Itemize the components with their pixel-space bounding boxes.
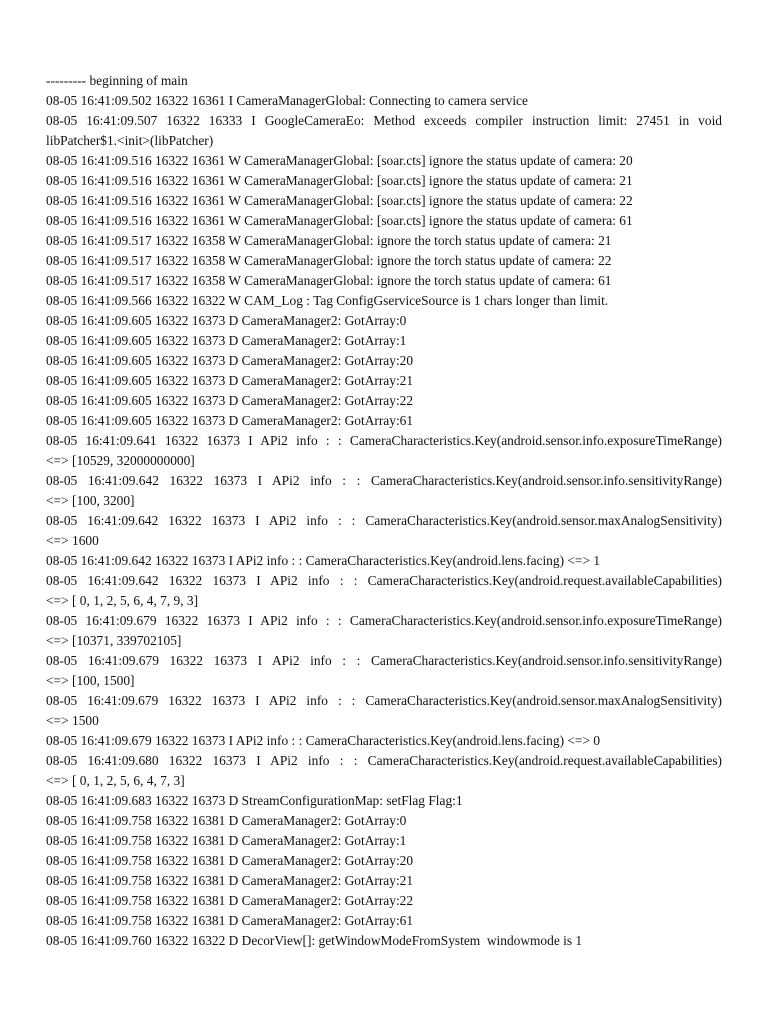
log-line: <=> [ 0, 1, 2, 5, 6, 4, 7, 3] [46,773,185,788]
log-line: 08-05 16:41:09.758 16322 16381 D CameraManager2: GotArray:20 [46,853,414,868]
log-line: 08-05 16:41:09.507 16322 16333 I GoogleCameraEo: Method exceeds compiler instruction limit: 27451 in void [46,113,722,128]
log-line: 08-05 16:41:09.605 16322 16373 D CameraManager2: GotArray:0 [46,313,407,328]
log-line: 08-05 16:41:09.517 16322 16358 W CameraManagerGlobal: ignore the torch status update of camera: 22 [46,253,612,268]
log-line: 08-05 16:41:09.760 16322 16322 D DecorView[]: getWindowModeFromSystem windowmode is 1 [46,933,583,948]
log-line: 08-05 16:41:09.566 16322 16322 W CAM_Log : Tag ConfigGserviceSource is 1 chars longer than limit. [46,293,609,308]
log-line: 08-05 16:41:09.642 16322 16373 I APi2 info : : CameraCharacteristics.Key(android.sensor.maxAnalogSensitivity) [46,513,722,528]
log-line: 08-05 16:41:09.516 16322 16361 W CameraManagerGlobal: [soar.cts] ignore the status update of camera: 21 [46,173,633,188]
log-line: 08-05 16:41:09.642 16322 16373 I APi2 info : : CameraCharacteristics.Key(android.sensor.info.sensitivityRange) [46,473,722,488]
log-line: 08-05 16:41:09.641 16322 16373 I APi2 info : : CameraCharacteristics.Key(android.sensor.info.exposureTimeRange) [46,433,722,448]
log-line: 08-05 16:41:09.516 16322 16361 W CameraManagerGlobal: [soar.cts] ignore the status update of camera: 22 [46,193,633,208]
log-line: <=> 1500 [46,713,99,728]
log-line: 08-05 16:41:09.758 16322 16381 D CameraManager2: GotArray:22 [46,893,414,908]
log-line: 08-05 16:41:09.605 16322 16373 D CameraManager2: GotArray:1 [46,333,407,348]
log-line: 08-05 16:41:09.758 16322 16381 D CameraManager2: GotArray:61 [46,913,414,928]
log-line: 08-05 16:41:09.516 16322 16361 W CameraManagerGlobal: [soar.cts] ignore the status update of camera: 20 [46,153,633,168]
log-line: 08-05 16:41:09.642 16322 16373 I APi2 info : : CameraCharacteristics.Key(android.request.availableCapabilities) [46,573,722,588]
log-line: 08-05 16:41:09.517 16322 16358 W CameraManagerGlobal: ignore the torch status update of camera: 21 [46,233,612,248]
log-line: 08-05 16:41:09.517 16322 16358 W CameraManagerGlobal: ignore the torch status update of camera: 61 [46,273,612,288]
log-line: <=> [100, 3200] [46,493,135,508]
log-document [46,71,722,951]
log-line: 08-05 16:41:09.642 16322 16373 I APi2 info : : CameraCharacteristics.Key(android.lens.facing) <=> 1 [46,553,601,568]
log-line: 08-05 16:41:09.758 16322 16381 D CameraManager2: GotArray:0 [46,813,407,828]
log-line: 08-05 16:41:09.605 16322 16373 D CameraManager2: GotArray:22 [46,393,414,408]
log-line: <=> [100, 1500] [46,673,135,688]
log-line: 08-05 16:41:09.758 16322 16381 D CameraManager2: GotArray:21 [46,873,414,888]
log-line: 08-05 16:41:09.605 16322 16373 D CameraManager2: GotArray:61 [46,413,414,428]
log-line: 08-05 16:41:09.683 16322 16373 D StreamConfigurationMap: setFlag Flag:1 [46,793,463,808]
log-line: <=> [10529, 32000000000] [46,453,195,468]
log-line: 08-05 16:41:09.680 16322 16373 I APi2 info : : CameraCharacteristics.Key(android.request.availableCapabilities) [46,753,722,768]
log-line: 08-05 16:41:09.679 16322 16373 I APi2 info : : CameraCharacteristics.Key(android.sensor.maxAnalogSensitivity) [46,693,722,708]
log-line: <=> 1600 [46,533,99,548]
log-line: 08-05 16:41:09.679 16322 16373 I APi2 info : : CameraCharacteristics.Key(android.sensor.info.exposureTimeRange) [46,613,722,628]
log-line: <=> [10371, 339702105] [46,633,182,648]
log-line: 08-05 16:41:09.502 16322 16361 I CameraManagerGlobal: Connecting to camera service [46,93,528,108]
log-line: 08-05 16:41:09.758 16322 16381 D CameraManager2: GotArray:1 [46,833,407,848]
log-line: 08-05 16:41:09.516 16322 16361 W CameraManagerGlobal: [soar.cts] ignore the status update of camera: 61 [46,213,633,228]
log-line: 08-05 16:41:09.679 16322 16373 I APi2 info : : CameraCharacteristics.Key(android.sensor.info.sensitivityRange) [46,653,722,668]
log-line: <=> [ 0, 1, 2, 5, 6, 4, 7, 9, 3] [46,593,199,608]
log-line: 08-05 16:41:09.605 16322 16373 D CameraManager2: GotArray:21 [46,373,414,388]
log-line: 08-05 16:41:09.605 16322 16373 D CameraManager2: GotArray:20 [46,353,414,368]
log-line: --------- beginning of main [46,73,188,88]
log-line: libPatcher$1.<init>(libPatcher) [46,133,214,148]
log-line: 08-05 16:41:09.679 16322 16373 I APi2 info : : CameraCharacteristics.Key(android.lens.facing) <=> 0 [46,733,601,748]
